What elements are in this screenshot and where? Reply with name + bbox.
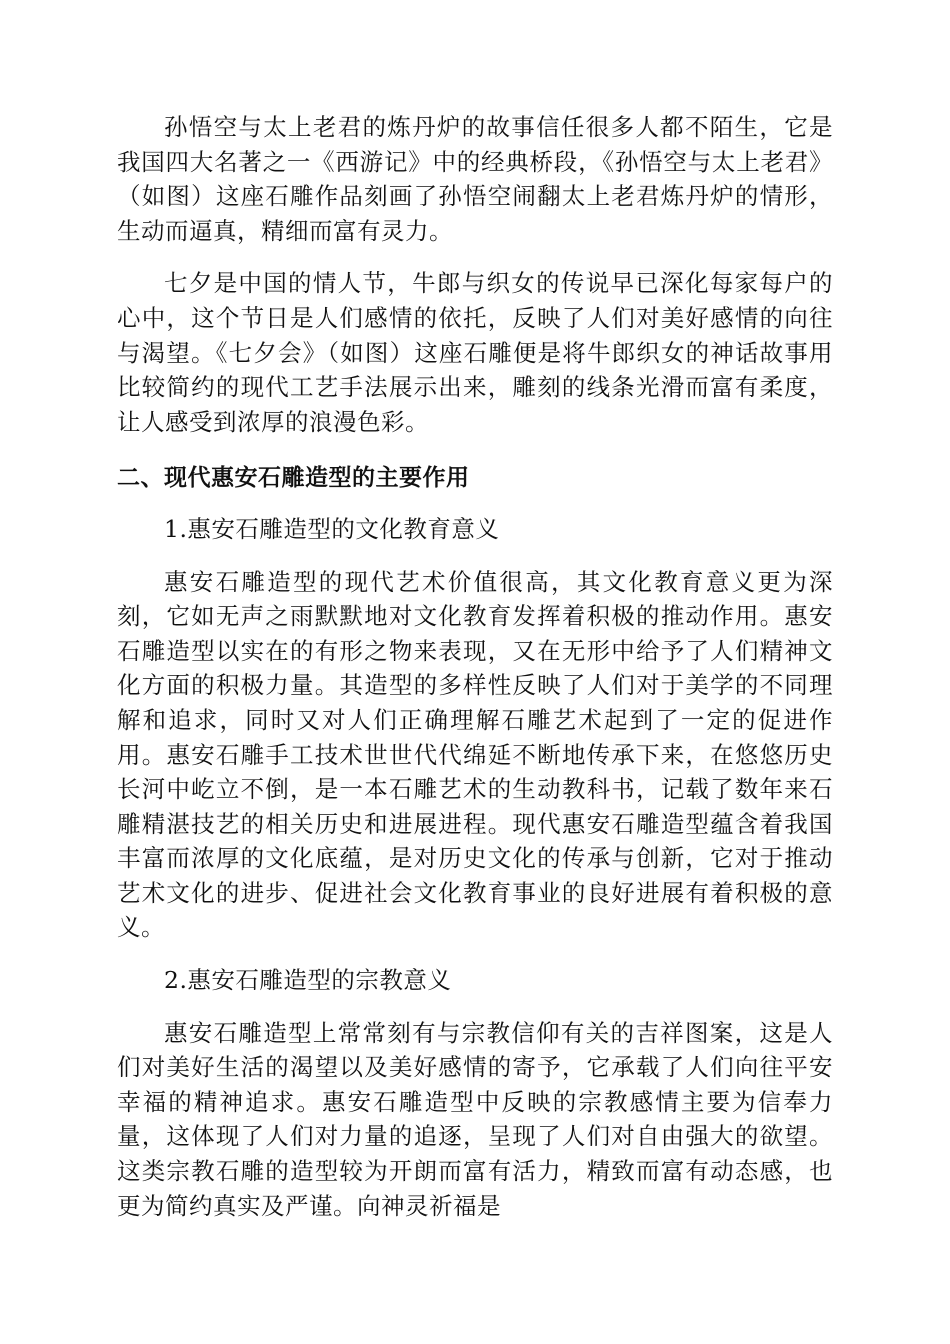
subheading-religious: 2.惠安石雕造型的宗教意义 (164, 966, 452, 995)
paragraph-sun-wukong: 孙悟空与太上老君的炼丹炉的故事信任很多人都不陌生，它是我国四大名著之一《西游记》中的经典桥段，《孙悟空与太上老君》（如图）这座石雕作品刻画了孙悟空闹翻太上老君炼丹炉的情形，生动而逼真，精细而富有灵力。 (117, 113, 833, 245)
body-text (117, 110, 833, 1241)
paragraph-cultural-education: 惠安石雕造型的现代艺术价值很高，其文化教育意义更为深刻，它如无声之雨默默地对文化教育发挥着积极的推动作用。惠安石雕造型以实在的有形之物来表现，又在无形中给予了人们精神文化方面的积极力量。其造型的多样性反映了人们对于美学的不同理解和追求，同时又对人们正确理解石雕艺术起到了一定的促进作用。惠安石雕手工技术世世代代绵延不断地传承下来，在悠悠历史长河中屹立不倒，是一本石雕艺术的生动教科书，记载了数年来石雕精湛技艺的相关历史和进展进程。现代惠安石雕造型蕴含着我国丰富而浓厚的文化底蕴，是对历史文化的传承与创新，它对于推动艺术文化的进步、促进社会文化教育事业的良好进展有着积极的意义。 (117, 567, 833, 942)
paragraph-religious: 惠安石雕造型上常常刻有与宗教信仰有关的吉祥图案，这是人们对美好生活的渴望以及美好感情的寄予，它承载了人们向往平安幸福的精神追求。惠安石雕造型中反映的宗教感情主要为信奉力量，这体现了人们对力量的追逐，呈现了人们对自由强大的欲望。这类宗教石雕的造型较为开朗而富有活力，精致而富有动态感，也更为简约真实及严谨。向神灵祈福是 (117, 1018, 833, 1220)
paragraph-qixi: 七夕是中国的情人节，牛郎与织女的传说早已深化每家每户的心中，这个节日是人们感情的依托，反映了人们对美好感情的向往与渴望。《七夕会》（如图）这座石雕便是将牛郎织女的神话故事用比较简约的现代工艺手法展示出来，雕刻的线条光滑而富有柔度，让人感受到浓厚的浪漫色彩。 (117, 269, 833, 436)
section-heading: 二、现代惠安石雕造型的主要作用 (117, 465, 470, 492)
subheading-cultural-education: 1.惠安石雕造型的文化教育意义 (164, 514, 500, 543)
